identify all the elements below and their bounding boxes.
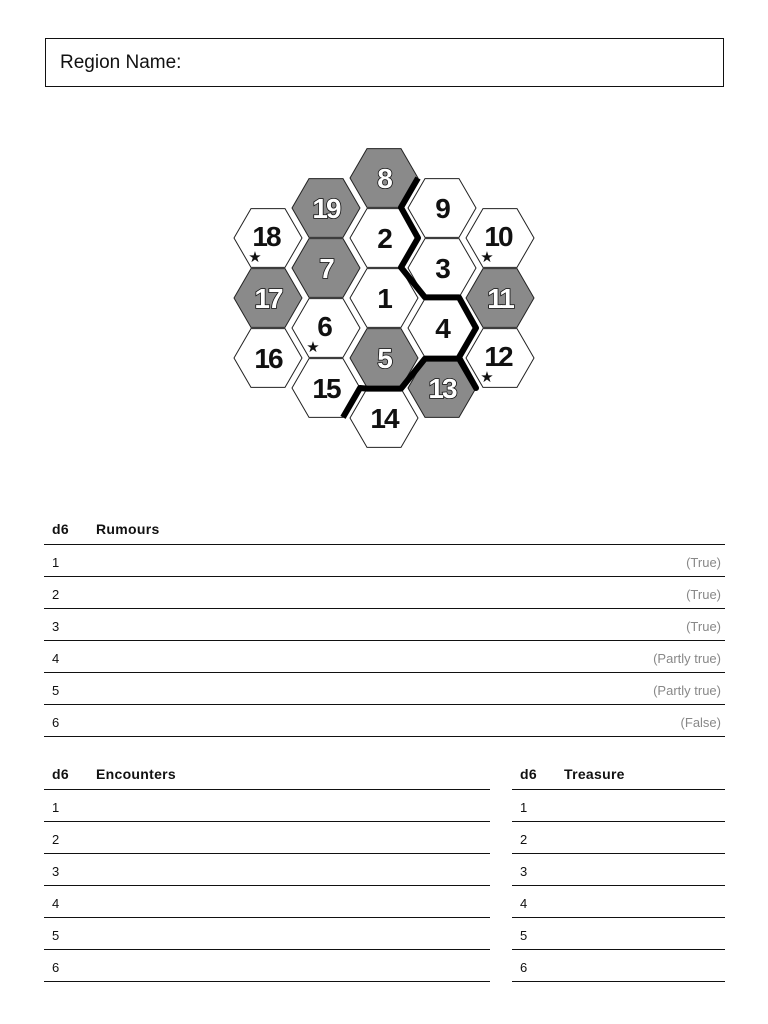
hex-number: 10	[484, 221, 512, 252]
rumours-d6-heading: d6	[52, 521, 69, 537]
table-row[interactable]	[44, 705, 725, 737]
row-number: 6	[52, 715, 60, 730]
row-note: (True)	[686, 619, 721, 634]
row-number: 5	[52, 928, 60, 943]
hex-number: 2	[377, 223, 391, 254]
star-icon: ★	[306, 338, 320, 356]
rumours-table	[44, 513, 725, 737]
table-row[interactable]	[44, 918, 490, 950]
treasure-d6-heading: d6	[520, 766, 537, 782]
treasure-title: Treasure	[564, 766, 625, 782]
table-row[interactable]	[512, 854, 725, 886]
row-note: (True)	[686, 587, 721, 602]
row-number: 6	[520, 960, 528, 975]
row-number: 3	[52, 864, 60, 879]
encounters-title: Encounters	[96, 766, 177, 782]
star-icon: ★	[248, 248, 262, 266]
hex-number: 17	[254, 283, 282, 314]
row-number: 4	[52, 651, 60, 666]
row-number: 1	[52, 555, 60, 570]
table-row[interactable]	[44, 609, 725, 641]
table-row[interactable]	[44, 886, 490, 918]
star-icon: ★	[480, 248, 494, 266]
hex-number: 9	[435, 193, 449, 224]
hex-number: 8	[377, 163, 391, 194]
hex-number: 18	[252, 221, 280, 252]
row-number: 1	[52, 800, 60, 815]
region-name-label: Region Name:	[60, 52, 182, 73]
row-number: 5	[520, 928, 528, 943]
hex-number: 6	[317, 311, 331, 342]
hex-number: 5	[377, 343, 391, 374]
row-number: 6	[52, 960, 60, 975]
hex-number: 7	[319, 253, 333, 284]
row-note: (Partly true)	[653, 651, 721, 666]
encounters-table	[44, 758, 490, 982]
table-row[interactable]	[44, 822, 490, 854]
hex-number: 16	[254, 343, 282, 374]
row-number: 4	[520, 896, 528, 911]
row-number: 4	[52, 896, 60, 911]
treasure-table	[512, 758, 725, 982]
treasure-header	[512, 758, 725, 790]
table-row[interactable]	[44, 673, 725, 705]
table-row[interactable]	[512, 950, 725, 982]
table-row[interactable]	[512, 790, 725, 822]
table-row[interactable]	[512, 918, 725, 950]
hex-number: 4	[435, 313, 449, 344]
hex-number: 14	[370, 403, 398, 434]
table-row[interactable]	[44, 545, 725, 577]
hex-number: 12	[484, 341, 512, 372]
hex-number: 15	[312, 373, 340, 404]
hex-number: 11	[487, 283, 513, 314]
table-row[interactable]	[44, 854, 490, 886]
row-note: (False)	[680, 715, 721, 730]
row-number: 5	[52, 683, 60, 698]
table-row[interactable]	[512, 886, 725, 918]
table-row[interactable]	[44, 790, 490, 822]
row-number: 1	[520, 800, 528, 815]
rumours-title: Rumours	[96, 521, 160, 537]
encounters-header	[44, 758, 490, 790]
hex-number: 3	[435, 253, 449, 284]
encounters-d6-heading: d6	[52, 766, 69, 782]
hex-number: 13	[428, 373, 456, 404]
row-number: 3	[52, 619, 60, 634]
table-row[interactable]	[512, 822, 725, 854]
table-row[interactable]	[44, 577, 725, 609]
row-note: (Partly true)	[653, 683, 721, 698]
row-number: 2	[52, 832, 60, 847]
row-number: 2	[520, 832, 528, 847]
hex-number: 1	[377, 283, 391, 314]
row-number: 2	[52, 587, 60, 602]
hex-number: 19	[312, 193, 340, 224]
row-number: 3	[520, 864, 528, 879]
table-row[interactable]	[44, 950, 490, 982]
star-icon: ★	[480, 368, 494, 386]
table-row[interactable]	[44, 641, 725, 673]
row-note: (True)	[686, 555, 721, 570]
rumours-header	[44, 513, 725, 545]
